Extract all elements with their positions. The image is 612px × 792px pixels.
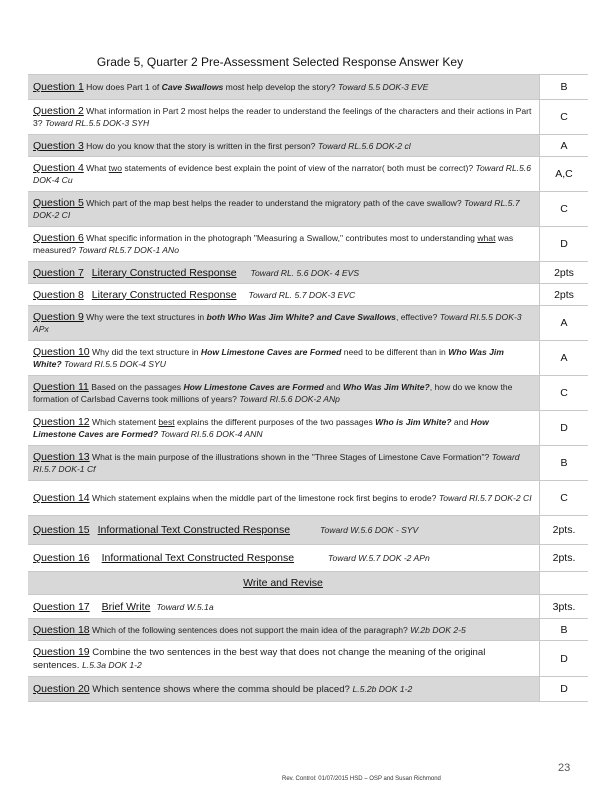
title-text: How Limestone Caves are Formed xyxy=(200,347,342,357)
title-text: both Who Was Jim White? and Cave Swallows xyxy=(206,312,396,322)
section-label: Literary Constructed Response xyxy=(91,266,237,279)
table-row xyxy=(28,595,588,619)
answer-cell: 2pts. xyxy=(540,516,588,544)
question-cell xyxy=(28,341,540,375)
question-cell xyxy=(28,284,540,305)
question-text: What xyxy=(83,163,109,173)
standard-ref: Toward RI.5.6 DOK-4 ANN xyxy=(160,429,263,439)
question-label: Question 13 xyxy=(33,451,90,463)
question-text: How do you know that the story is written in the first person? xyxy=(83,140,318,151)
question-text: need to be different than in xyxy=(341,347,449,357)
question-cell xyxy=(28,516,540,544)
standard-ref: Toward RL. 5.7 DOK-3 EVC xyxy=(248,289,356,300)
question-text: Which sentence shows where the comma should be placed? xyxy=(89,683,353,695)
question-label: Question 19 xyxy=(33,645,90,658)
question-label: Question 14 xyxy=(33,492,90,504)
title-text: Who Was Jim White? xyxy=(343,382,430,392)
answer-cell: 3pts. xyxy=(552,600,576,613)
question-text: was measured? xyxy=(33,233,514,255)
table-row xyxy=(28,545,588,572)
question-text: most help develop the story? xyxy=(223,82,338,92)
answer-cell: 2pts xyxy=(554,288,574,301)
question-text: What specific information in the photograph "Measuring a Swallow," contributes most to understanding xyxy=(83,233,478,243)
question-cell xyxy=(28,75,540,99)
table-row xyxy=(28,619,588,641)
question-text: Based on the passages xyxy=(88,382,184,392)
answer-cell: A,C xyxy=(555,168,573,180)
question-text: and xyxy=(451,417,471,427)
question-text: Which part of the map best helps the reader to understand the migratory path of the cave swallow? xyxy=(83,198,465,208)
standard-ref: Toward W.5.1a xyxy=(156,601,214,612)
question-cell xyxy=(28,619,540,640)
answer-cell: D xyxy=(560,422,568,434)
question-cell xyxy=(28,306,540,340)
question-cell xyxy=(28,262,540,283)
answer-cell xyxy=(540,572,588,594)
table-row xyxy=(28,262,588,284)
answer-key-table xyxy=(28,74,588,702)
question-cell xyxy=(28,641,540,676)
standard-ref: Toward RL.5.7 DOK-2 CI xyxy=(33,198,520,220)
table-row xyxy=(28,75,588,100)
table-row xyxy=(28,135,588,157)
standard-ref: L.5.2b DOK 1-2 xyxy=(352,683,413,694)
question-text: Combine the two sentences in the best way that does not change the meaning of the original sentences. xyxy=(33,646,486,671)
answer-cell: D xyxy=(560,652,568,665)
answer-cell: B xyxy=(540,619,588,640)
standard-ref: Toward W.5.7 DOK -2 APn xyxy=(328,553,430,563)
table-row xyxy=(28,192,588,227)
table-row xyxy=(28,481,588,516)
table-row xyxy=(28,516,588,545)
question-label: Question 12 xyxy=(33,416,90,428)
answer-cell: C xyxy=(560,492,568,504)
answer-cell: D xyxy=(560,238,568,250)
standard-ref: Toward RI.5.5 DOK-3 APx xyxy=(33,312,522,334)
standard-ref: Toward RL.5.5 DOK-3 SYH xyxy=(44,118,150,128)
question-label: Question 10 xyxy=(33,346,90,358)
question-label: Question 20 xyxy=(33,682,90,695)
question-cell xyxy=(28,135,540,156)
question-label: Question 3 xyxy=(33,139,84,152)
question-label: Question 15 xyxy=(33,524,90,536)
table-row xyxy=(28,284,588,306)
question-text: explains the different purposes of the two passages xyxy=(174,417,376,427)
question-cell xyxy=(28,192,540,226)
emphasis-text: two xyxy=(108,163,123,173)
question-cell xyxy=(28,481,540,515)
section-label: Informational Text Constructed Response xyxy=(97,524,291,536)
section-heading-cell xyxy=(28,572,540,594)
question-cell xyxy=(28,411,540,445)
question-label: Question 5 xyxy=(33,197,84,209)
answer-cell: C xyxy=(560,111,568,123)
question-text: What information in Part 2 most helps the reader to understand the feelings of the characters and their actions in Part 3? xyxy=(33,106,532,128)
section-heading-row xyxy=(28,572,588,595)
answer-cell: D xyxy=(540,677,588,701)
standard-ref: L.5.3a DOK 1-2 xyxy=(82,659,142,670)
standard-ref: Toward RL5.7 DOK-1 ANo xyxy=(78,245,180,255)
question-text: , how do we know the formation of Carlsbad Caverns took millions of years? xyxy=(33,382,513,404)
question-label: Question 17 xyxy=(33,600,90,613)
question-cell xyxy=(28,677,540,701)
question-text: Why were the text structures in xyxy=(83,312,207,322)
answer-cell: B xyxy=(540,75,588,99)
question-text: and xyxy=(323,382,343,392)
standard-ref: Toward RL.5.6 DOK-4 Cu xyxy=(33,163,532,185)
table-row xyxy=(28,157,588,192)
table-row xyxy=(28,376,588,411)
title-text: Who Was Jim White? xyxy=(33,347,504,369)
section-label: Brief Write xyxy=(101,600,151,613)
standard-ref: Toward W.5.6 DOK - SYV xyxy=(320,525,419,535)
title-text: How Limestone Caves are Formed xyxy=(183,382,324,392)
page-number: 23 xyxy=(558,762,571,774)
question-label: Question 6 xyxy=(33,232,84,244)
question-label: Question 16 xyxy=(33,552,90,564)
question-label: Question 4 xyxy=(33,162,84,174)
table-row xyxy=(28,341,588,376)
question-text: Why did the text structure in xyxy=(89,347,201,357)
question-label: Question 11 xyxy=(33,381,89,393)
answer-cell: 2pts xyxy=(540,262,588,283)
question-text: Which statement xyxy=(89,417,159,427)
title-text: How Limestone Caves are Formed? xyxy=(33,417,489,439)
standard-ref: Toward RL.5.6 DOK-2 cl xyxy=(317,140,411,151)
question-text: statements of evidence best explain the point of view of the narrator( both must be correct)? xyxy=(122,163,476,173)
question-text: How does Part 1 of xyxy=(83,82,162,92)
answer-cell: B xyxy=(540,446,588,480)
table-row xyxy=(28,100,588,135)
question-cell xyxy=(28,446,540,480)
table-row xyxy=(28,411,588,446)
standard-ref: Toward RI.5.7 DOK-2 CI xyxy=(438,493,532,503)
question-cell xyxy=(28,227,540,261)
question-cell xyxy=(28,100,540,134)
answer-cell: C xyxy=(540,192,588,226)
question-text: Which statement explains when the middle part of the limestone rock first begins to erode? xyxy=(89,493,439,503)
question-label: Question 9 xyxy=(33,311,84,323)
title-text: Who is Jim White? xyxy=(375,417,452,427)
question-label: Question 1 xyxy=(33,81,84,93)
question-label: Question 8 xyxy=(33,288,84,301)
standard-ref: Toward RI.5.6 DOK-2 ANp xyxy=(239,394,340,404)
question-cell xyxy=(28,595,540,618)
table-row xyxy=(28,306,588,341)
answer-cell: A xyxy=(540,135,588,156)
standard-ref: Toward RL. 5.6 DOK- 4 EVS xyxy=(250,267,360,278)
page-title: Grade 5, Quarter 2 Pre-Assessment Selected Response Answer Key xyxy=(96,55,464,69)
section-label: Literary Constructed Response xyxy=(91,288,237,301)
standard-ref: Toward RI.5.5 DOK-4 SYU xyxy=(64,359,166,369)
question-cell xyxy=(28,157,540,191)
answer-cell: 2pts. xyxy=(552,552,576,564)
table-row xyxy=(28,641,588,677)
standard-ref: W.2b DOK 2-5 xyxy=(410,624,466,635)
section-heading: Write and Revise xyxy=(243,577,323,589)
emphasis-text: what xyxy=(477,233,496,243)
table-row xyxy=(28,677,588,702)
question-label: Question 2 xyxy=(33,105,84,117)
standard-ref: Toward 5.5 DOK-3 EVE xyxy=(337,82,429,92)
question-label: Question 18 xyxy=(33,623,90,636)
table-row xyxy=(28,227,588,262)
answer-cell: C xyxy=(540,376,588,410)
title-text: Cave Swallows xyxy=(161,82,224,92)
emphasis-text: best xyxy=(158,417,175,427)
standard-ref: Toward RI.5.7 DOK-1 Cf xyxy=(33,452,520,474)
question-text: What is the main purpose of the illustrations shown in the "Three Stages of Limestone Cave Formation"? xyxy=(89,452,492,462)
question-text: Which of the following sentences does not support the main idea of the paragraph? xyxy=(89,624,411,635)
table-row xyxy=(28,446,588,481)
revision-footer: Rev. Control: 01/07/2015 HSD – OSP and Susan Richmond xyxy=(282,776,441,782)
question-text: , effective? xyxy=(395,312,440,322)
section-label: Informational Text Constructed Response xyxy=(101,552,295,564)
question-cell xyxy=(28,545,540,571)
question-cell xyxy=(28,376,540,410)
answer-cell: A xyxy=(560,352,568,364)
answer-cell: A xyxy=(540,306,588,340)
question-label: Question 7 xyxy=(33,266,84,279)
